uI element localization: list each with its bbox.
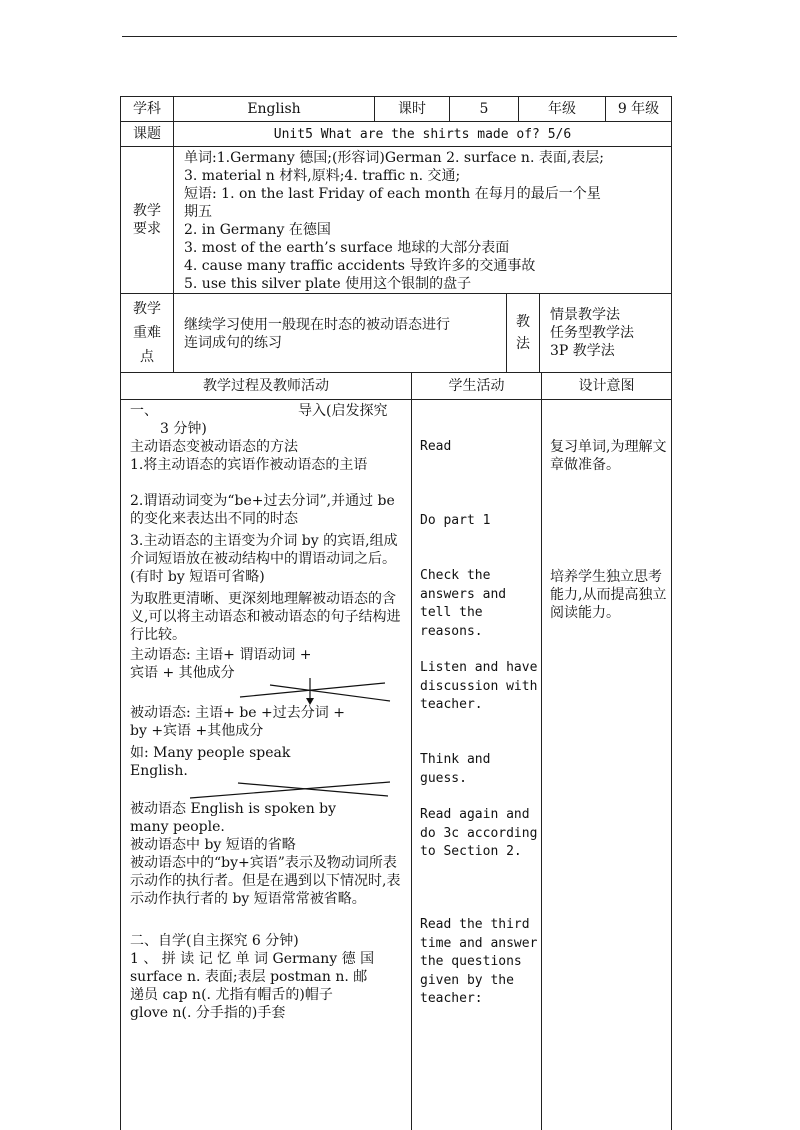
student-activity-3: Check the answers and tell the reasons. bbox=[420, 568, 507, 639]
example-arrow-line-2 bbox=[238, 783, 388, 796]
student-activity-1: Read bbox=[420, 439, 452, 454]
requirements-line-3: 短语: 1. on the last Friday of each month 在每月的最后一个星 bbox=[184, 186, 601, 202]
requirements-line-8: 5. use this silver plate 使用这个银制的盘子 bbox=[184, 276, 472, 292]
vocab-line-2: surface n. 表面;表层 postman n. 邮 bbox=[130, 969, 368, 985]
omit-paragraph: 被动语态中的“by+宾语”表示及物动词所表示动作的执行者。但是在遇到以下情况时,表示动作执行者的 by 短语常常被省略。 bbox=[130, 855, 401, 907]
passive-voice-2: by +宾语 +其他成分 bbox=[130, 723, 264, 739]
vocab-line-4: glove n(. 分手指的)手套 bbox=[130, 1005, 286, 1021]
design-intent-2: 培养学生独立思考能力,从而提高独立阅读能力。 bbox=[550, 569, 667, 621]
method-1: 情景教学法 bbox=[550, 307, 620, 323]
example-arrow-line-1 bbox=[190, 782, 390, 798]
student-activity-4: Listen and have discussion with teacher. bbox=[420, 660, 538, 712]
requirements-line-1: 单词:1.Germany 德国;(形容词)German 2. surface n. 表面,表层; bbox=[184, 150, 605, 166]
step-2: 2.谓语动词变为“be+过去分词”,并通过 be 的变化来表达出不同的时态 bbox=[130, 493, 395, 527]
sec2-title: 二、自学(自主探究 6 分钟) bbox=[130, 933, 299, 949]
grade-label: 年级 bbox=[518, 96, 606, 122]
requirements-line-4: 期五 bbox=[184, 204, 212, 220]
student-activity-5: Think and guess. bbox=[420, 752, 491, 786]
method-title: 主动语态变被动语态的方法 bbox=[130, 439, 298, 455]
requirements-line-2: 3. material n 材料,原料;4. traffic n. 交通; bbox=[184, 168, 461, 184]
key-points-label bbox=[120, 293, 174, 373]
arrow-line-1 bbox=[240, 683, 385, 697]
key-points-text-2: 连词成句的练习 bbox=[184, 335, 282, 351]
requirements-label-1: 教学 bbox=[133, 203, 161, 219]
arrow-line-2 bbox=[270, 685, 390, 701]
grade-value: 9 年级 bbox=[605, 96, 672, 122]
method-label-1: 教 bbox=[516, 314, 530, 330]
step-1: 1.将主动语态的宾语作被动语态的主语 bbox=[130, 457, 368, 473]
method-3: 3P 教学法 bbox=[550, 343, 615, 359]
key-points-text-1: 继续学习使用一般现在时态的被动语态进行 bbox=[184, 317, 450, 333]
requirements-cell bbox=[173, 146, 672, 294]
sec1-time: 3 分钟) bbox=[160, 421, 207, 437]
method-label bbox=[506, 293, 540, 373]
key-points-label-1: 教学 bbox=[133, 301, 161, 317]
compare-para: 为取胜更清晰、更深刻地理解被动语态的含义,可以将主动语态和被动语态的句子结构进行比较。 bbox=[130, 591, 401, 643]
example-transform-arrows bbox=[120, 778, 412, 802]
requirements-label-2: 要求 bbox=[133, 221, 161, 237]
design-intent-1: 复习单词,为理解文章做准备。 bbox=[550, 439, 667, 473]
requirements-line-6: 3. most of the earth’s surface 地球的大部分表面 bbox=[184, 240, 510, 256]
student-activity-7: Read the third time and answer the questions given by the teacher: bbox=[420, 917, 538, 1006]
passive-example-2: many people. bbox=[130, 819, 225, 835]
methods-cell bbox=[539, 293, 672, 373]
sec1-title: 导入(启发探究 bbox=[298, 403, 388, 419]
subject-label: 学科 bbox=[120, 96, 174, 122]
subject-value: English bbox=[173, 96, 375, 122]
step-3: 3.主动语态的主语变为介词 by 的宾语,组成介词短语放在被动结构中的谓语动词之后。(有时 by 短语可省略) bbox=[130, 533, 398, 585]
example-2: English. bbox=[130, 763, 188, 779]
key-points-text bbox=[173, 293, 507, 373]
period-value: 5 bbox=[449, 96, 519, 122]
example-1: 如: Many people speak bbox=[130, 745, 291, 761]
passive-voice-1: 被动语态: 主语+ be +过去分词 + bbox=[130, 705, 345, 721]
requirements-label bbox=[120, 146, 174, 294]
vocab-line-3: 递员 cap n(. 尤指有帽舌的)帽子 bbox=[130, 987, 333, 1003]
passive-example-1: 被动语态 English is spoken by bbox=[130, 801, 337, 817]
method-label-2: 法 bbox=[516, 336, 530, 352]
requirements-line-7: 4. cause many traffic accidents 导致许多的交通事故 bbox=[184, 258, 536, 274]
col-header-design: 设计意图 bbox=[541, 372, 672, 400]
requirements-line-5: 2. in Germany 在德国 bbox=[184, 222, 331, 238]
key-points-label-3: 点 bbox=[140, 349, 154, 365]
vocab-line-1: 1 、 拼 读 记 忆 单 词 Germany 德 国 bbox=[130, 951, 375, 967]
period-label: 课时 bbox=[374, 96, 450, 122]
topic-label: 课题 bbox=[120, 121, 174, 147]
col-header-student: 学生活动 bbox=[411, 372, 542, 400]
design-cell bbox=[541, 399, 672, 1130]
header-rule bbox=[122, 36, 677, 37]
method-2: 任务型教学法 bbox=[550, 325, 634, 341]
student-activity-6: Read again and do 3c according to Section 2. bbox=[420, 807, 538, 859]
sec1-num: 一、 bbox=[130, 403, 158, 419]
student-activity-2: Do part 1 bbox=[420, 513, 491, 528]
omit-title: 被动语态中 by 短语的省略 bbox=[130, 837, 296, 853]
col-header-process: 教学过程及教师活动 bbox=[120, 372, 412, 400]
topic-value: Unit5 What are the shirts made of? 5/6 bbox=[173, 121, 672, 147]
key-points-label-2: 重难 bbox=[133, 325, 161, 341]
active-voice-2: 宾语 + 其他成分 bbox=[130, 665, 235, 681]
active-voice-1: 主动语态: 主语+ 谓语动词 + bbox=[130, 647, 312, 663]
